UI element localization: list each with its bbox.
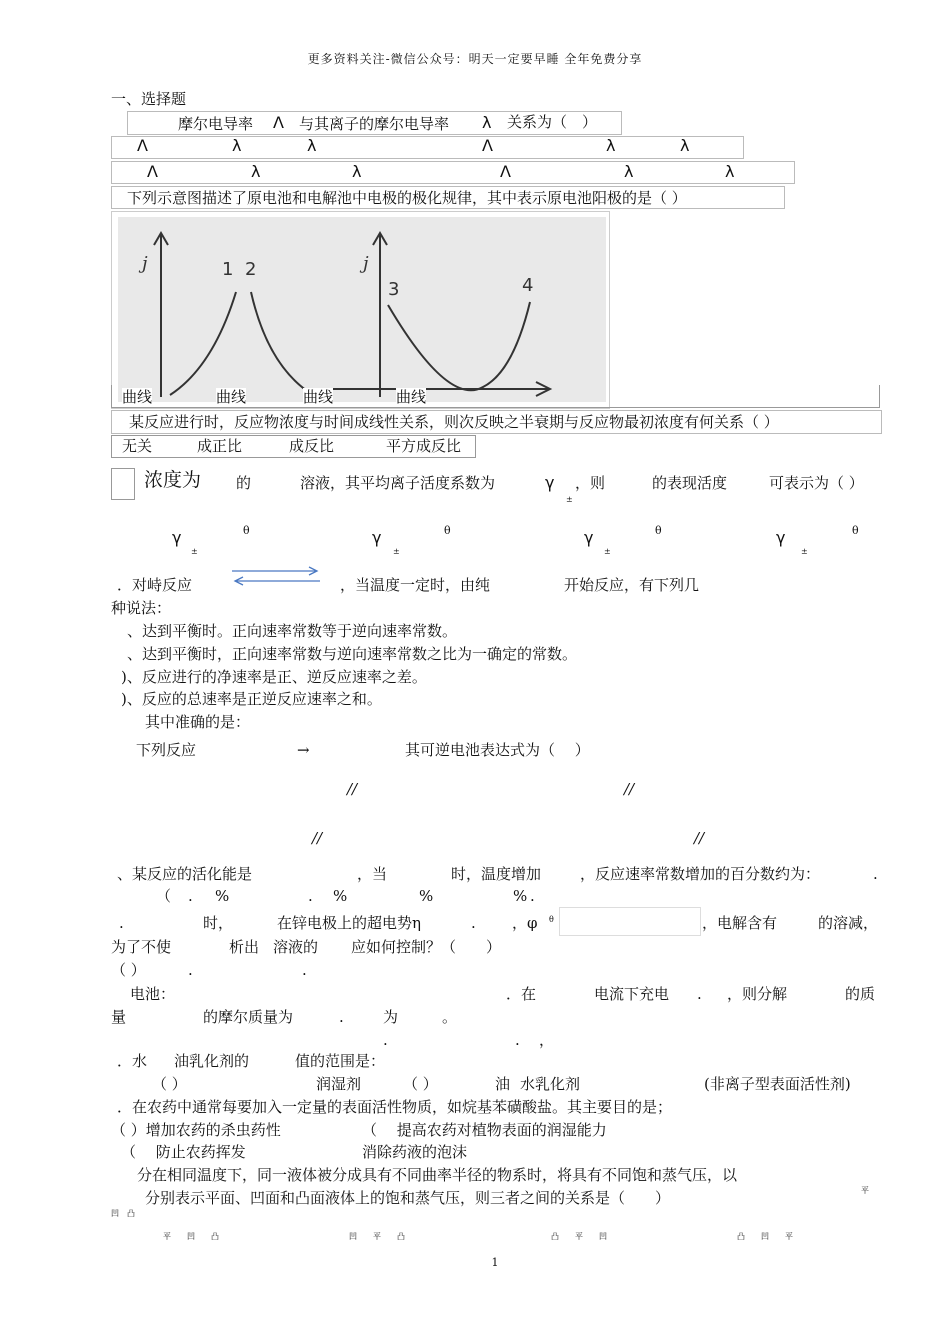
axis-j-right: j	[363, 253, 369, 274]
curve-label-4: 4	[522, 275, 534, 296]
q8-blank-box	[559, 907, 701, 936]
q1-row2-1: λ	[251, 162, 261, 181]
q5-line1a: ．对峙反应	[117, 576, 193, 594]
q9-dot: .	[697, 985, 702, 1003]
q1-row1-3: Λ	[482, 136, 493, 155]
q5-line2: 种说法：	[111, 599, 172, 617]
page-number: 1	[491, 1256, 499, 1269]
q7-opt-b-dot: .	[308, 887, 313, 905]
q4-opt-b-theta: θ	[444, 524, 451, 537]
q4-opt-d-theta: θ	[852, 524, 859, 537]
q1-row2-3: Λ	[500, 162, 511, 181]
q6-sep-a: //	[347, 780, 358, 798]
q10-o2: 润湿剂	[316, 1075, 362, 1093]
q1-row1-0: Λ	[137, 136, 148, 155]
q11-o1: （ ）增加农药的杀虫药性	[111, 1121, 281, 1139]
equilibrium-arrows-icon	[230, 564, 322, 588]
q1-row1-2: λ	[307, 136, 317, 155]
q10-o3: （ ）	[403, 1075, 438, 1093]
q8-dot: .	[119, 914, 124, 932]
q2-option-d: 曲线	[396, 388, 427, 406]
q1-row2-4: λ	[624, 162, 634, 181]
q2-option-a: 曲线	[122, 388, 153, 406]
q9-line3-dot2: .	[515, 1031, 520, 1049]
q8-line2d: 应如何控制？（ ）	[351, 938, 502, 956]
q7-a: 、某反应的活化能是	[117, 865, 253, 883]
q7-opt-d-dot: .	[530, 887, 535, 905]
q12-opt-d: 凸 凹 平	[737, 1232, 793, 1241]
q7-opt-a-pct: %	[215, 887, 230, 905]
q8-d: ，电解含有	[702, 914, 778, 932]
q4-opt-d-gamma: γ	[776, 528, 786, 547]
q8-line2c: 溶液的	[273, 938, 319, 956]
q7-opt-d-pct: %	[513, 887, 528, 905]
q8-dot2: .	[471, 914, 476, 932]
q5-statement-1: 、达到平衡时。正向速率常数等于逆向速率常数。	[127, 622, 458, 640]
q11-o3: （ 防止农药挥发	[121, 1143, 246, 1161]
q9-e: 的质	[845, 985, 876, 1003]
q7-opt-a-dot: .	[188, 887, 193, 905]
q2-stem: 下列示意图描述了原电池和电解池中电极的极化规律，其中表示原电池阳极的是（ ）	[127, 189, 687, 207]
q8-e: 的溶减，	[818, 914, 879, 932]
q7-opt-c-pct: %	[419, 887, 434, 905]
q2-option-c: 曲线	[303, 388, 334, 406]
q9-line2b: 的摩尔质量为	[203, 1008, 294, 1026]
q7-option-open: （	[156, 887, 172, 905]
q6-sep-b: //	[624, 780, 635, 798]
curve-label-2: 2	[245, 259, 257, 280]
q6-sep-d: //	[694, 829, 705, 847]
q4-part5: 的表现活度	[652, 474, 728, 492]
q9-line2d: 。	[442, 1008, 458, 1026]
q8-a: 时，	[203, 914, 234, 932]
q6-b: 其可逆电池表达式为（ ）	[405, 741, 590, 759]
curve-label-1: 1	[222, 259, 234, 280]
q11-o4: 消除药液的泡沫	[362, 1143, 468, 1161]
q3-option-a: 无关	[122, 437, 153, 455]
q4-opt-a-theta: θ	[243, 524, 250, 537]
q3-option-b: 成正比	[197, 437, 243, 455]
q5-line1c: 开始反应，有下列几	[564, 576, 700, 594]
q10-o4: 油	[495, 1075, 511, 1093]
q8-theta: θ	[549, 915, 554, 924]
q9-b: ．在	[506, 985, 537, 1003]
q4-opt-d-pm: ±	[801, 547, 808, 556]
q1-row2-0: Λ	[147, 162, 158, 181]
q4-opt-b-gamma: γ	[372, 528, 382, 547]
q12-sub-left: 凹 凸	[111, 1209, 135, 1218]
q5-statement-2: 、达到平衡时，正向速率常数与逆向速率常数之比为一确定的常数。	[127, 645, 578, 663]
q5-statement-5: 其中准确的是：	[145, 713, 251, 731]
q3-option-d: 平方成反比	[386, 437, 462, 455]
q7-opt-b-pct: %	[333, 887, 348, 905]
q5-statement-3: )、反应进行的净速率是正、逆反应速率之差。	[121, 668, 427, 686]
q4-part6: 可表示为（ ）	[769, 474, 864, 492]
q12-opt-b: 凹 平 凸	[349, 1232, 405, 1241]
q1-stem-b: 与其离子的摩尔电导率	[299, 115, 450, 133]
q6-sep-c: //	[312, 829, 323, 847]
q9-d: ，则分解	[727, 985, 788, 1003]
q3-stem: 某反应进行时，反应物浓度与时间成线性关系，则次反映之半衰期与反应物最初浓度有何关系（ ）	[129, 413, 779, 431]
q3-option-c: 成反比	[289, 437, 335, 455]
q1-row1-5: λ	[680, 136, 690, 155]
q1-row2-2: λ	[352, 162, 362, 181]
q9-line2a: 量	[111, 1008, 127, 1026]
q4-opt-a-pm: ±	[191, 547, 198, 556]
axis-j-left: j	[142, 253, 148, 274]
q12-line1: 分在相同温度下，同一液体被分成具有不同曲率半径的物系时，将具有不同饱和蒸气压，以	[137, 1166, 738, 1184]
polarization-curves-figure	[118, 217, 606, 402]
page-header: 更多资料关注-微信公众号：明天一定要早睡 全年免费分享	[307, 52, 643, 66]
q8-b: 在锌电极上的超电势η	[277, 914, 421, 932]
q7-d: ，反应速率常数增加的百分数约为：	[580, 865, 821, 883]
q8-line3-dot2: .	[302, 961, 307, 979]
q9-line3-dot1: .	[383, 1031, 388, 1049]
q10-b: 油乳化剂的	[174, 1052, 250, 1070]
q8-line2b: 析出	[229, 938, 260, 956]
q1-row2-box	[111, 161, 795, 184]
q9-a: 电池：	[130, 985, 176, 1003]
q4-part4: ，则	[575, 474, 606, 492]
q10-c: 值的范围是：	[295, 1052, 386, 1070]
q2-option-b: 曲线	[216, 388, 247, 406]
q1-stem-c: 关系为（ ）	[507, 113, 598, 131]
q5-statement-4: )、反应的总速率是正逆反应速率之和。	[121, 690, 382, 708]
q4-number-box	[111, 468, 135, 500]
q4-part3: 溶液，其平均离子活度系数为	[300, 474, 496, 492]
q7-c: 时，温度增加	[451, 865, 542, 883]
q6-arrow: →	[297, 741, 310, 759]
q4-part1: 浓度为	[144, 469, 202, 491]
q1-row1-1: λ	[232, 136, 242, 155]
q4-opt-c-gamma: γ	[584, 528, 594, 547]
q10-o5: 水乳化剂	[520, 1075, 581, 1093]
q4-part2: 的	[236, 474, 252, 492]
q7-b: ，当	[357, 865, 388, 883]
q8-line2a: 为了不使	[111, 938, 172, 956]
q12-opt-c: 凸 平 凹	[551, 1232, 607, 1241]
q9-line3-comma: ，	[539, 1031, 555, 1049]
q4-opt-c-pm: ±	[604, 547, 611, 556]
q10-a: ．水	[117, 1052, 148, 1070]
q12-line2: 分别表示平面、凹面和凸面液体上的饱和蒸气压，则三者之间的关系是（ ）	[145, 1189, 671, 1207]
q1-stem-sym1: Λ	[273, 113, 284, 132]
q4-gamma: γ	[545, 473, 555, 492]
q1-stem-sym2: λ	[482, 113, 492, 132]
q9-line2c: 为	[383, 1008, 399, 1026]
q5-line1b: ，当温度一定时，由纯	[340, 576, 491, 594]
q6-a: 下列反应	[136, 741, 197, 759]
q4-opt-b-pm: ±	[393, 547, 400, 556]
q4-pm: ±	[566, 495, 573, 504]
q1-row1-4: λ	[606, 136, 616, 155]
q1-row2-5: λ	[725, 162, 735, 181]
q10-o1: （ ）	[152, 1075, 187, 1093]
q9-c: 电流下充电	[594, 985, 670, 1003]
q8-c: ，φ	[512, 914, 538, 932]
q12-sub-ping: 平	[861, 1186, 869, 1195]
q11-stem: ．在农药中通常每要加入一定量的表面活性物质，如烷基苯磺酸盐。其主要目的是；	[117, 1098, 673, 1116]
q4-opt-c-theta: θ	[655, 524, 662, 537]
q4-opt-a-gamma: γ	[172, 528, 182, 547]
q8-line3: （ ）	[111, 961, 146, 979]
q12-opt-a: 平 凹 凸	[163, 1232, 219, 1241]
q9-line2-dot: .	[339, 1008, 344, 1026]
section-title: 一、选择题	[111, 90, 187, 108]
q11-o2: （ 提高农药对植物表面的润湿能力	[362, 1121, 607, 1139]
q8-line3-dot1: .	[188, 961, 193, 979]
q7-end-dot: .	[873, 865, 878, 883]
q1-stem-a: 摩尔电导率	[178, 115, 254, 133]
q10-o6: (非离子型表面活性剂)	[704, 1075, 851, 1093]
q1-row1-box	[111, 136, 744, 159]
curve-label-3: 3	[388, 279, 400, 300]
